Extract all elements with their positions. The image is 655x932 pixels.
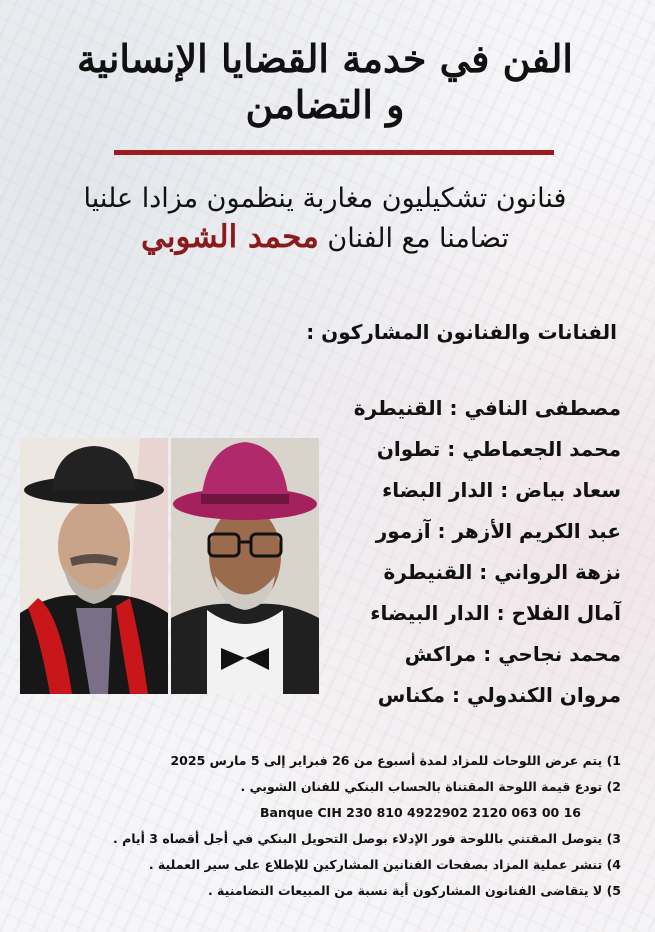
- title-divider: [114, 150, 554, 155]
- note-item: 4) تنشر عملية المزاد بصفحات الفنانين المشاركين للإطلاع على سير العملية .: [148, 857, 621, 872]
- artist-item: مصطفى النافي : القنيطرة: [353, 396, 621, 420]
- featured-artist-name: محمد الشوبي: [141, 219, 319, 255]
- artist-photo-left: [20, 438, 168, 694]
- note-item: 5) لا يتقاضى الفنانون المشاركون أية نسبة من المبيعات التضامنية .: [207, 883, 621, 898]
- subtitle-prefix: تضامنا مع الفنان: [327, 223, 509, 254]
- artist-item: محمد نجاحي : مراكش: [404, 642, 621, 666]
- note-item: 2) تودع قيمة اللوحة المقتناة بالحساب البنكي للفنان الشوبي .: [240, 779, 621, 794]
- artist-item: عبد الكريم الأزهر : آزمور: [375, 519, 621, 543]
- title-line-1: الفن في خدمة القضايا الإنسانية: [77, 36, 573, 81]
- artist-item: آمال الفلاح : الدار البيضاء: [370, 601, 621, 625]
- subtitle-line-1: فنانون تشكيليون مغاربة ينظمون مزادا علنيا: [83, 183, 567, 214]
- artist-item: مروان الكندولي : مكناس: [377, 683, 621, 707]
- artist-item: محمد الجعماطي : تطوان: [376, 437, 621, 461]
- artists-list: [321, 396, 621, 724]
- poster-subtitle: [55, 180, 595, 258]
- auction-notes: [21, 748, 621, 904]
- participants-heading: الفنانات والفنانون المشاركون :: [306, 320, 617, 344]
- artist-item: نزهة الرواني : القنيطرة: [383, 560, 621, 584]
- artist-photo-right: [171, 438, 319, 694]
- subtitle-line-2: [55, 218, 595, 258]
- poster-title: [55, 36, 595, 128]
- title-line-2: و التضامن: [245, 82, 405, 127]
- bank-account: Banque CIH 230 810 4922902 2120 063 00 16: [259, 805, 581, 820]
- note-item: 3) يتوصل المقتني باللوحة فور الإدلاء بوصل التحويل البنكي في أجل أقصاه 3 أيام .: [112, 831, 621, 846]
- note-item: 1) يتم عرض اللوحات للمزاد لمدة أسبوع من 26 فبراير إلى 5 مارس 2025: [170, 753, 621, 768]
- portrait-right-illustration: [171, 438, 319, 694]
- artist-item: سعاد بياض : الدار البضاء: [382, 478, 621, 502]
- portrait-left-illustration: [20, 438, 168, 694]
